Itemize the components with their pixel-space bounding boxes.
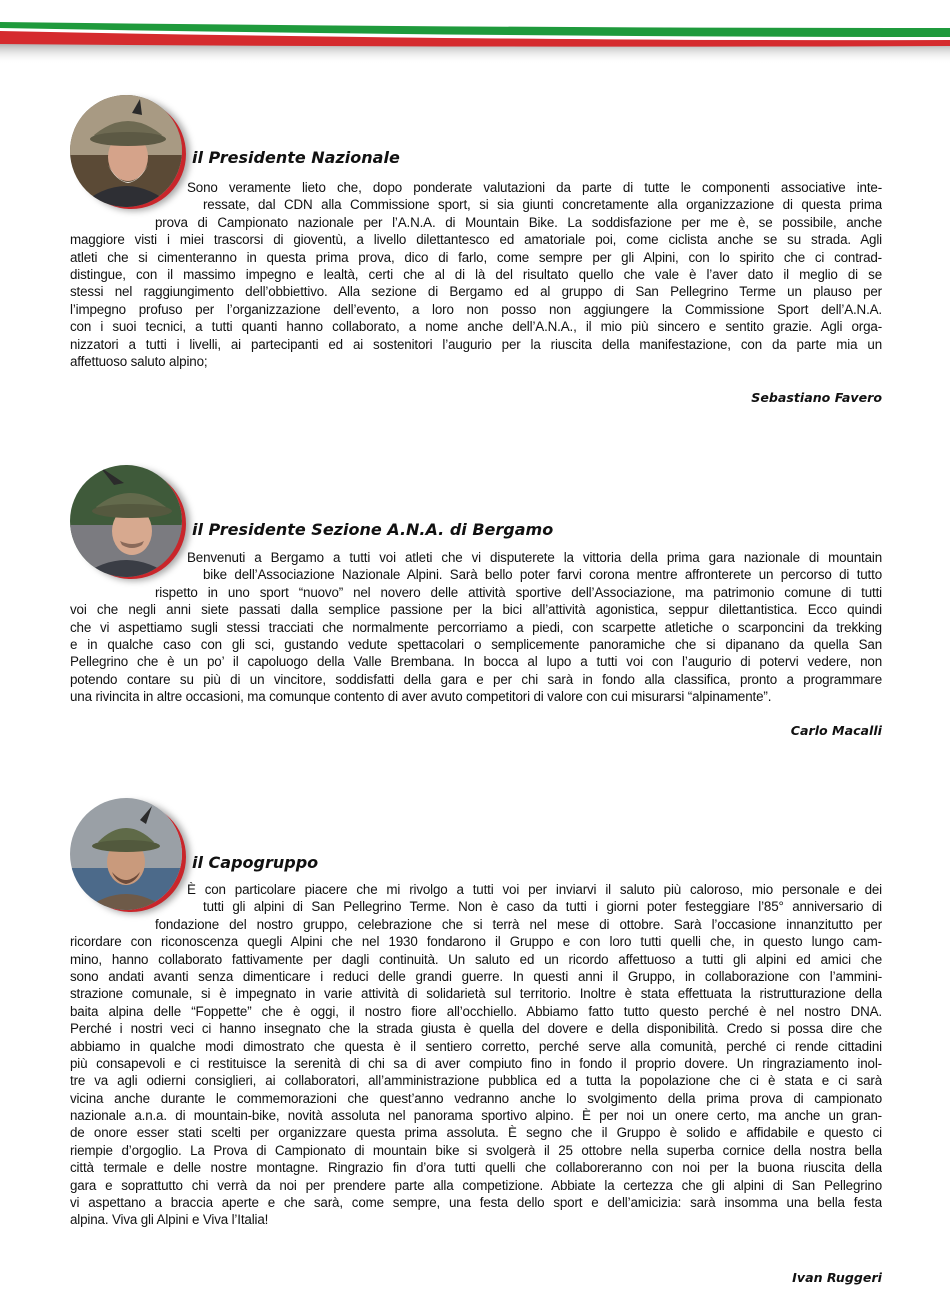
body-line: voi che negli anni siete passati dalla semplice passione per la bici all’attività agonistica, seppur dilettantistica. Ecco quindi xyxy=(70,602,882,618)
body-line: Perché i nostri veci ci hanno insegnato che la strada giusta è quella del dovere e della disponibilità. Credo si possa dire che xyxy=(70,1021,882,1037)
body-line: una rivincita in altre occasioni, ma comunque contento di aver avuto competitori di valore con cui misurarsi “alpinamente”. xyxy=(70,689,772,705)
body-line: vi aspettano a braccia aperte e che sarà, come sempre, una festa dello sport e dell’amicizia: sarà insomma una bella festa xyxy=(70,1195,882,1211)
body-line: nazionale a.n.a. di mountain-bike, novità assoluta nel panorama sportivo alpino. È per noi un onere certo, ma anche un gran- xyxy=(70,1108,882,1124)
body-line: gara e soprattutto chi verrà da noi per prendere parte alla competizione. Abbiate la certezza che gli alpini di San Pellegrino xyxy=(70,1177,882,1193)
body-line: fondazione del nostro gruppo, celebrazione che si terrà nel mese di ottobre. Sarà l’occasione innanzitutto per xyxy=(155,916,882,932)
body-line: rispetto in uno sport “nuovo” nel novero delle attività sportive dell’Associazione, ma patrimonio comune di tutti xyxy=(155,584,882,600)
tricolor-band xyxy=(0,0,950,70)
body-line: Sono veramente lieto che, dopo ponderate valutazioni da parte di tutte le componenti associative inte- xyxy=(187,180,882,195)
body-line: tutti gli alpini di San Pellegrino Terme. Non è caso da tutti i giorni poter festeggiare l’85° anniversario di xyxy=(203,899,882,915)
body-line: sono andati avanti senza dimenticare i reduci delle grandi guerre. In questi anni il Gruppo, in collaborazione con l’ammini- xyxy=(70,968,882,984)
body-line: con i suoi tecnici, a tutti quanti hanno collaborato, a nome anche dell’A.N.A., il mio più sincero e sentito grazie. Agli orga- xyxy=(70,319,882,335)
section-heading: il Capogruppo xyxy=(192,853,319,872)
body-line: mino, hanno collaborato fattivamente per dagli continuità. Un saluto ed un ricordo affettuoso a tutti gli alpini ed amici che xyxy=(70,951,882,967)
body-line: atleti che si cimenteranno in questa prima prova, dico di farlo, come sempre per gli Alpini, con lo spirito che ci contrad- xyxy=(70,249,882,265)
body-line: prova di Campionato nazionale per l’A.N.A. di Mountain Bike. La soddisfazione per me è, se possibile, anche xyxy=(155,214,882,230)
body-line: abbiamo in qualche modi dimostrato che questa è il sentiero corretto, perché serve alla comunità, perché ci rende cittadini xyxy=(70,1038,882,1054)
signature: Sebastiano Favero xyxy=(751,390,882,405)
body-line: più consapevoli e ci restituisce la serenità di chi sa di aver compiuto fino in fondo il proprio dovere. Un ringraziamento inol- xyxy=(70,1055,882,1071)
body-line: baita alpina delle “Foppette” che è oggi, il nostro fiore all’occhiello. Abbiamo fatto tutto questo perché è nel nostro DNA. xyxy=(70,1003,882,1019)
body-line: che vi aspettiamo sugli stessi tracciati che normalmente percorriamo a piedi, con scarpette atletiche o scarponcini da trekking xyxy=(70,619,882,635)
section-body xyxy=(70,179,882,370)
body-line: ressate, dal CDN alla Commissione sport, si sia giunti concretamente alla organizzazione di questa prima xyxy=(203,197,882,213)
body-line: affettuoso saluto alpino; xyxy=(70,353,208,369)
body-line: riempie d’orgoglio. La Prova di Campionato di mountain bike si svolgerà il 25 ottobre nella superba cornice della nostra bella xyxy=(70,1142,882,1158)
body-line: ricordare con riconoscenza quegli Alpini che nel 1930 fondarono il Gruppo e con loro tutti quelli che, in questo lungo cam- xyxy=(70,934,882,950)
body-line: città termale e delle nostre montagne. Ringrazio fin d’ora tutti quelli che collaboreranno con noi per la buona riuscita della xyxy=(70,1160,882,1176)
body-line: strazione comunale, si è impegnato in varie attività di solidarietà sul territorio. Inoltre è stata effettuata la ristrutturazione della xyxy=(70,986,882,1002)
body-line: nizzatori a tutti i livelli, ai partecipanti ed ai sostenitori l’augurio per la riuscita della manifestazione, con da parte mia un xyxy=(70,336,882,352)
section-body xyxy=(70,881,882,1229)
body-line: stessi nel raggiungimento dell’obbiettivo. Alla sezione di Bergamo ed al gruppo di San Pellegrino Terme un plauso per xyxy=(70,284,882,300)
body-line: È con particolare piacere che mi rivolgo a tutti voi per inviarvi il saluto più caloroso, mio personale e dei xyxy=(187,882,882,897)
body-line: bike dell’Associazione Nazionale Alpini. Sarà bello poter farvi corona mentre affronterete un percorso di tutto xyxy=(203,567,882,583)
body-line: vicina anche durante le commemorazioni che quest’anno vedranno anche lo svolgimento della prima prova di campionato xyxy=(70,1090,882,1106)
body-line: maggiore visti i miei trascorsi di gioventù, a livello dilettantesco ed amatoriale poi, come ciclista anche se su strada. Agli xyxy=(70,232,882,248)
signature: Ivan Ruggeri xyxy=(792,1270,882,1285)
body-line: e in qualche caso con gli sci, gustando vedute spettacolari o semplicemente panoramiche che si dipanano da quella San xyxy=(70,636,882,652)
body-line: l’impegno profuso per l’organizzazione dell’evento, a loro non posso non aggiungere la Commissione Sport dell’A.N.A. xyxy=(70,301,882,317)
section-body xyxy=(70,549,882,706)
body-line: de onore esser stati scelti per organizzare questa prima assoluta. È segno che il Gruppo è solido e affidabile e questo ci xyxy=(70,1125,882,1141)
body-line: potendo contare su più di un vincitore, soddisfatti della gara e per chi sarà in fondo alla classifica, pronto a programmare xyxy=(70,671,882,687)
body-line: alpina. Viva gli Alpini e Viva l’Italia! xyxy=(70,1212,269,1228)
signature: Carlo Macalli xyxy=(790,723,882,738)
body-line: distingue, con il massimo impegno e lealtà, certi che al di là del risultato quello che vale è l’aver dato il meglio di se xyxy=(70,266,882,282)
body-line: Pellegrino che è un po’ il capoluogo della Valle Brembana. In bocca al lupo a tutti voi con l’augurio di potervi vedere, non xyxy=(70,654,882,670)
body-line: tre va agli odierni consiglieri, ai collaboratori, all’amministrazione pubblica ed a tutta la popolazione che ci è stata e ci sarà xyxy=(70,1073,882,1089)
section-heading: il Presidente Sezione A.N.A. di Bergamo xyxy=(192,520,554,539)
section-heading: il Presidente Nazionale xyxy=(192,148,400,167)
body-line: Benvenuti a Bergamo a tutti voi atleti che vi disputerete la vittoria della prima gara nazionale di mountain xyxy=(187,550,882,565)
